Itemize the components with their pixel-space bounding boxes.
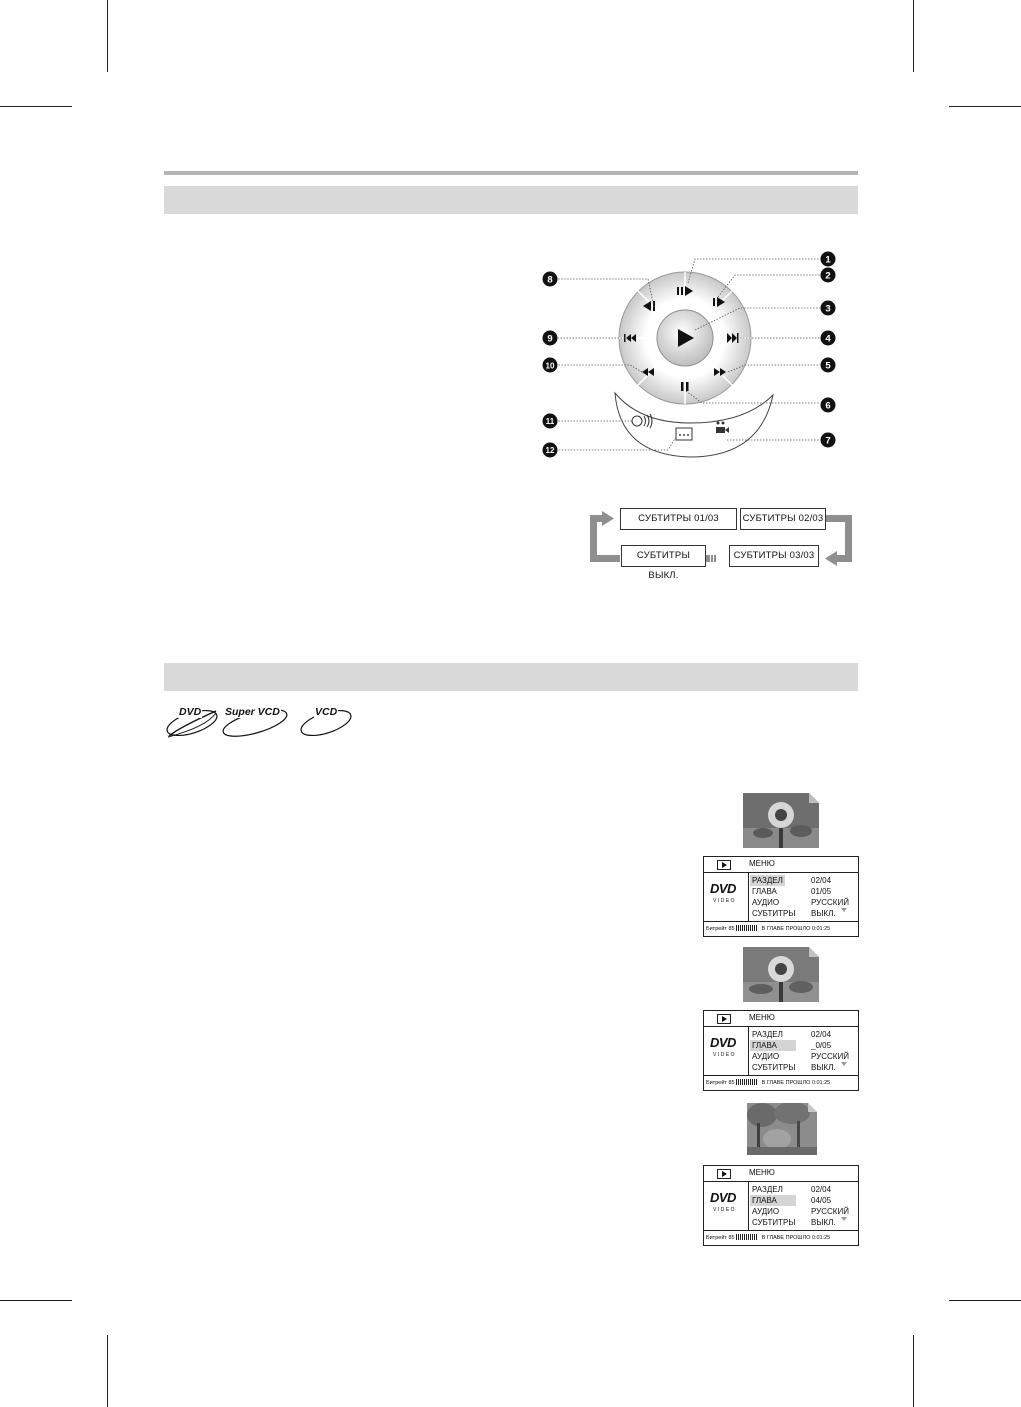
video-thumbnail (747, 1103, 817, 1155)
callout-8 (543, 272, 558, 287)
crop-mark (0, 1300, 72, 1301)
crop-mark (913, 1335, 914, 1407)
scroll-down-icon (841, 1217, 847, 1221)
osd-elapsed: В ГЛАВЕ ПРОШЛО 0:01:25 (761, 926, 831, 932)
callout-1 (821, 252, 836, 267)
play-icon (717, 1169, 731, 1179)
osd-row-value: ВЫКЛ. (811, 1218, 836, 1227)
svg-text:4: 4 (825, 333, 831, 345)
osd-row-value: РУССКИЙ (811, 898, 849, 907)
subtitle-option-off: СУБТИТРЫ ВЫКЛ. (621, 545, 706, 567)
osd-bitrate: Битрейт 85 (706, 926, 735, 932)
dvd-video-logo (704, 1027, 749, 1075)
osd-header (704, 1011, 858, 1027)
dvd-logo-text: DVD (710, 881, 736, 896)
disc-dvd-label: DVD (179, 706, 202, 718)
osd-row-value: ВЫКЛ. (811, 909, 836, 918)
video-thumbnail (743, 793, 819, 848)
bitrate-bar-icon (736, 925, 758, 931)
osd-row-label: СУБТИТРЫ (752, 1063, 796, 1072)
osd-row-value: РУССКИЙ (811, 1207, 849, 1216)
osd-footer (704, 1075, 858, 1091)
dvd-logo-subtext: VIDEO (713, 1207, 737, 1213)
osd-row-label: ГЛАВА (750, 1195, 796, 1206)
section-band (164, 186, 858, 214)
subtitle-option-1: СУБТИТРЫ 01/03 (620, 508, 737, 530)
scroll-down-icon (841, 1062, 847, 1066)
dvd-logo-subtext: VIDEO (713, 1052, 737, 1058)
osd-row-label: РАЗДЕЛ (752, 1185, 783, 1194)
svg-text:1: 1 (825, 254, 831, 266)
osd-header (704, 857, 858, 873)
callout-12 (543, 443, 558, 458)
svg-text:2: 2 (825, 270, 831, 282)
section-band (164, 663, 858, 691)
bitrate-bar-icon (736, 1079, 758, 1085)
svg-text:8: 8 (547, 274, 553, 286)
svg-text:11: 11 (545, 417, 555, 426)
disc-svcd-label: Super VCD (225, 706, 280, 718)
osd-menu-title: МЕНЮ (749, 1013, 775, 1022)
osd-panel (703, 1165, 859, 1246)
crop-mark (949, 106, 1021, 107)
callout-5 (821, 358, 836, 373)
scroll-down-icon (841, 908, 847, 912)
callout-9 (543, 331, 558, 346)
svg-text:3: 3 (825, 303, 831, 315)
svg-text:5: 5 (825, 360, 831, 372)
osd-bitrate: Битрейт 85 (706, 1235, 735, 1241)
svg-text:10: 10 (545, 361, 555, 371)
play-icon (717, 1014, 731, 1024)
svg-text:12: 12 (545, 446, 555, 455)
osd-footer (704, 921, 858, 937)
crop-mark (0, 106, 72, 107)
subtitle-option-2: СУБТИТРЫ 02/03 (740, 508, 826, 530)
osd-menu-title: МЕНЮ (749, 859, 775, 868)
osd-row-label: РАЗДЕЛ (752, 876, 783, 885)
subtitle-option-3: СУБТИТРЫ 03/03 (729, 545, 819, 567)
osd-row-value: 02/04 (811, 1185, 832, 1194)
callout-10 (543, 358, 558, 373)
callout-6 (821, 398, 836, 413)
osd-header (704, 1166, 858, 1182)
callout-7 (821, 433, 836, 448)
crop-mark (107, 1335, 108, 1407)
osd-row-label: СУБТИТРЫ (752, 909, 796, 918)
subtitle-icon (676, 428, 692, 440)
dvd-video-logo (704, 1182, 749, 1230)
osd-row-value: 02/04 (811, 876, 832, 885)
play-icon (717, 860, 731, 870)
svg-text:9: 9 (547, 333, 553, 345)
osd-row-label: АУДИО (752, 1207, 780, 1216)
svg-text:6: 6 (825, 400, 831, 412)
osd-row-value: 01/05 (811, 887, 832, 896)
osd-menu-title: МЕНЮ (749, 1168, 775, 1177)
osd-row-value: 04/05 (811, 1196, 832, 1205)
osd-row-label: СУБТИТРЫ (752, 1218, 796, 1227)
disc-vcd-label: VCD (315, 706, 338, 718)
callout-3 (821, 301, 836, 316)
callout-4 (821, 331, 836, 346)
osd-row-value: РУССКИЙ (811, 1052, 849, 1061)
osd-row-value: ВЫКЛ. (811, 1063, 836, 1072)
osd-row-value: _0/05 (811, 1041, 832, 1050)
osd-panel (703, 856, 859, 937)
osd-bitrate: Битрейт 85 (706, 1080, 735, 1086)
osd-row-label: РАЗДЕЛ (752, 1030, 783, 1039)
remote-control-diagram (530, 245, 850, 465)
osd-row-label: АУДИО (752, 1052, 780, 1061)
dvd-logo-text: DVD (710, 1190, 736, 1205)
header-rule (164, 171, 858, 175)
crop-mark (913, 0, 914, 72)
osd-elapsed: В ГЛАВЕ ПРОШЛО 0:01:25 (761, 1235, 831, 1241)
osd-row-label: АУДИО (752, 898, 780, 907)
dvd-logo-text: DVD (710, 1035, 736, 1050)
osd-footer (704, 1230, 858, 1246)
osd-row-label: ГЛАВА (750, 1040, 796, 1051)
crop-mark (949, 1300, 1021, 1301)
callout-2 (821, 268, 836, 283)
video-thumbnail (743, 947, 819, 1002)
callout-11 (543, 414, 558, 429)
dvd-logo-subtext: VIDEO (713, 898, 737, 904)
crop-mark (107, 0, 108, 72)
bitrate-bar-icon (736, 1234, 758, 1240)
osd-panel (703, 1010, 859, 1091)
svg-text:7: 7 (825, 435, 831, 447)
osd-row-label: ГЛАВА (752, 887, 777, 896)
osd-row-value: 02/04 (811, 1030, 832, 1039)
dvd-video-logo (704, 873, 749, 921)
osd-elapsed: В ГЛАВЕ ПРОШЛО 0:01:25 (761, 1080, 831, 1086)
